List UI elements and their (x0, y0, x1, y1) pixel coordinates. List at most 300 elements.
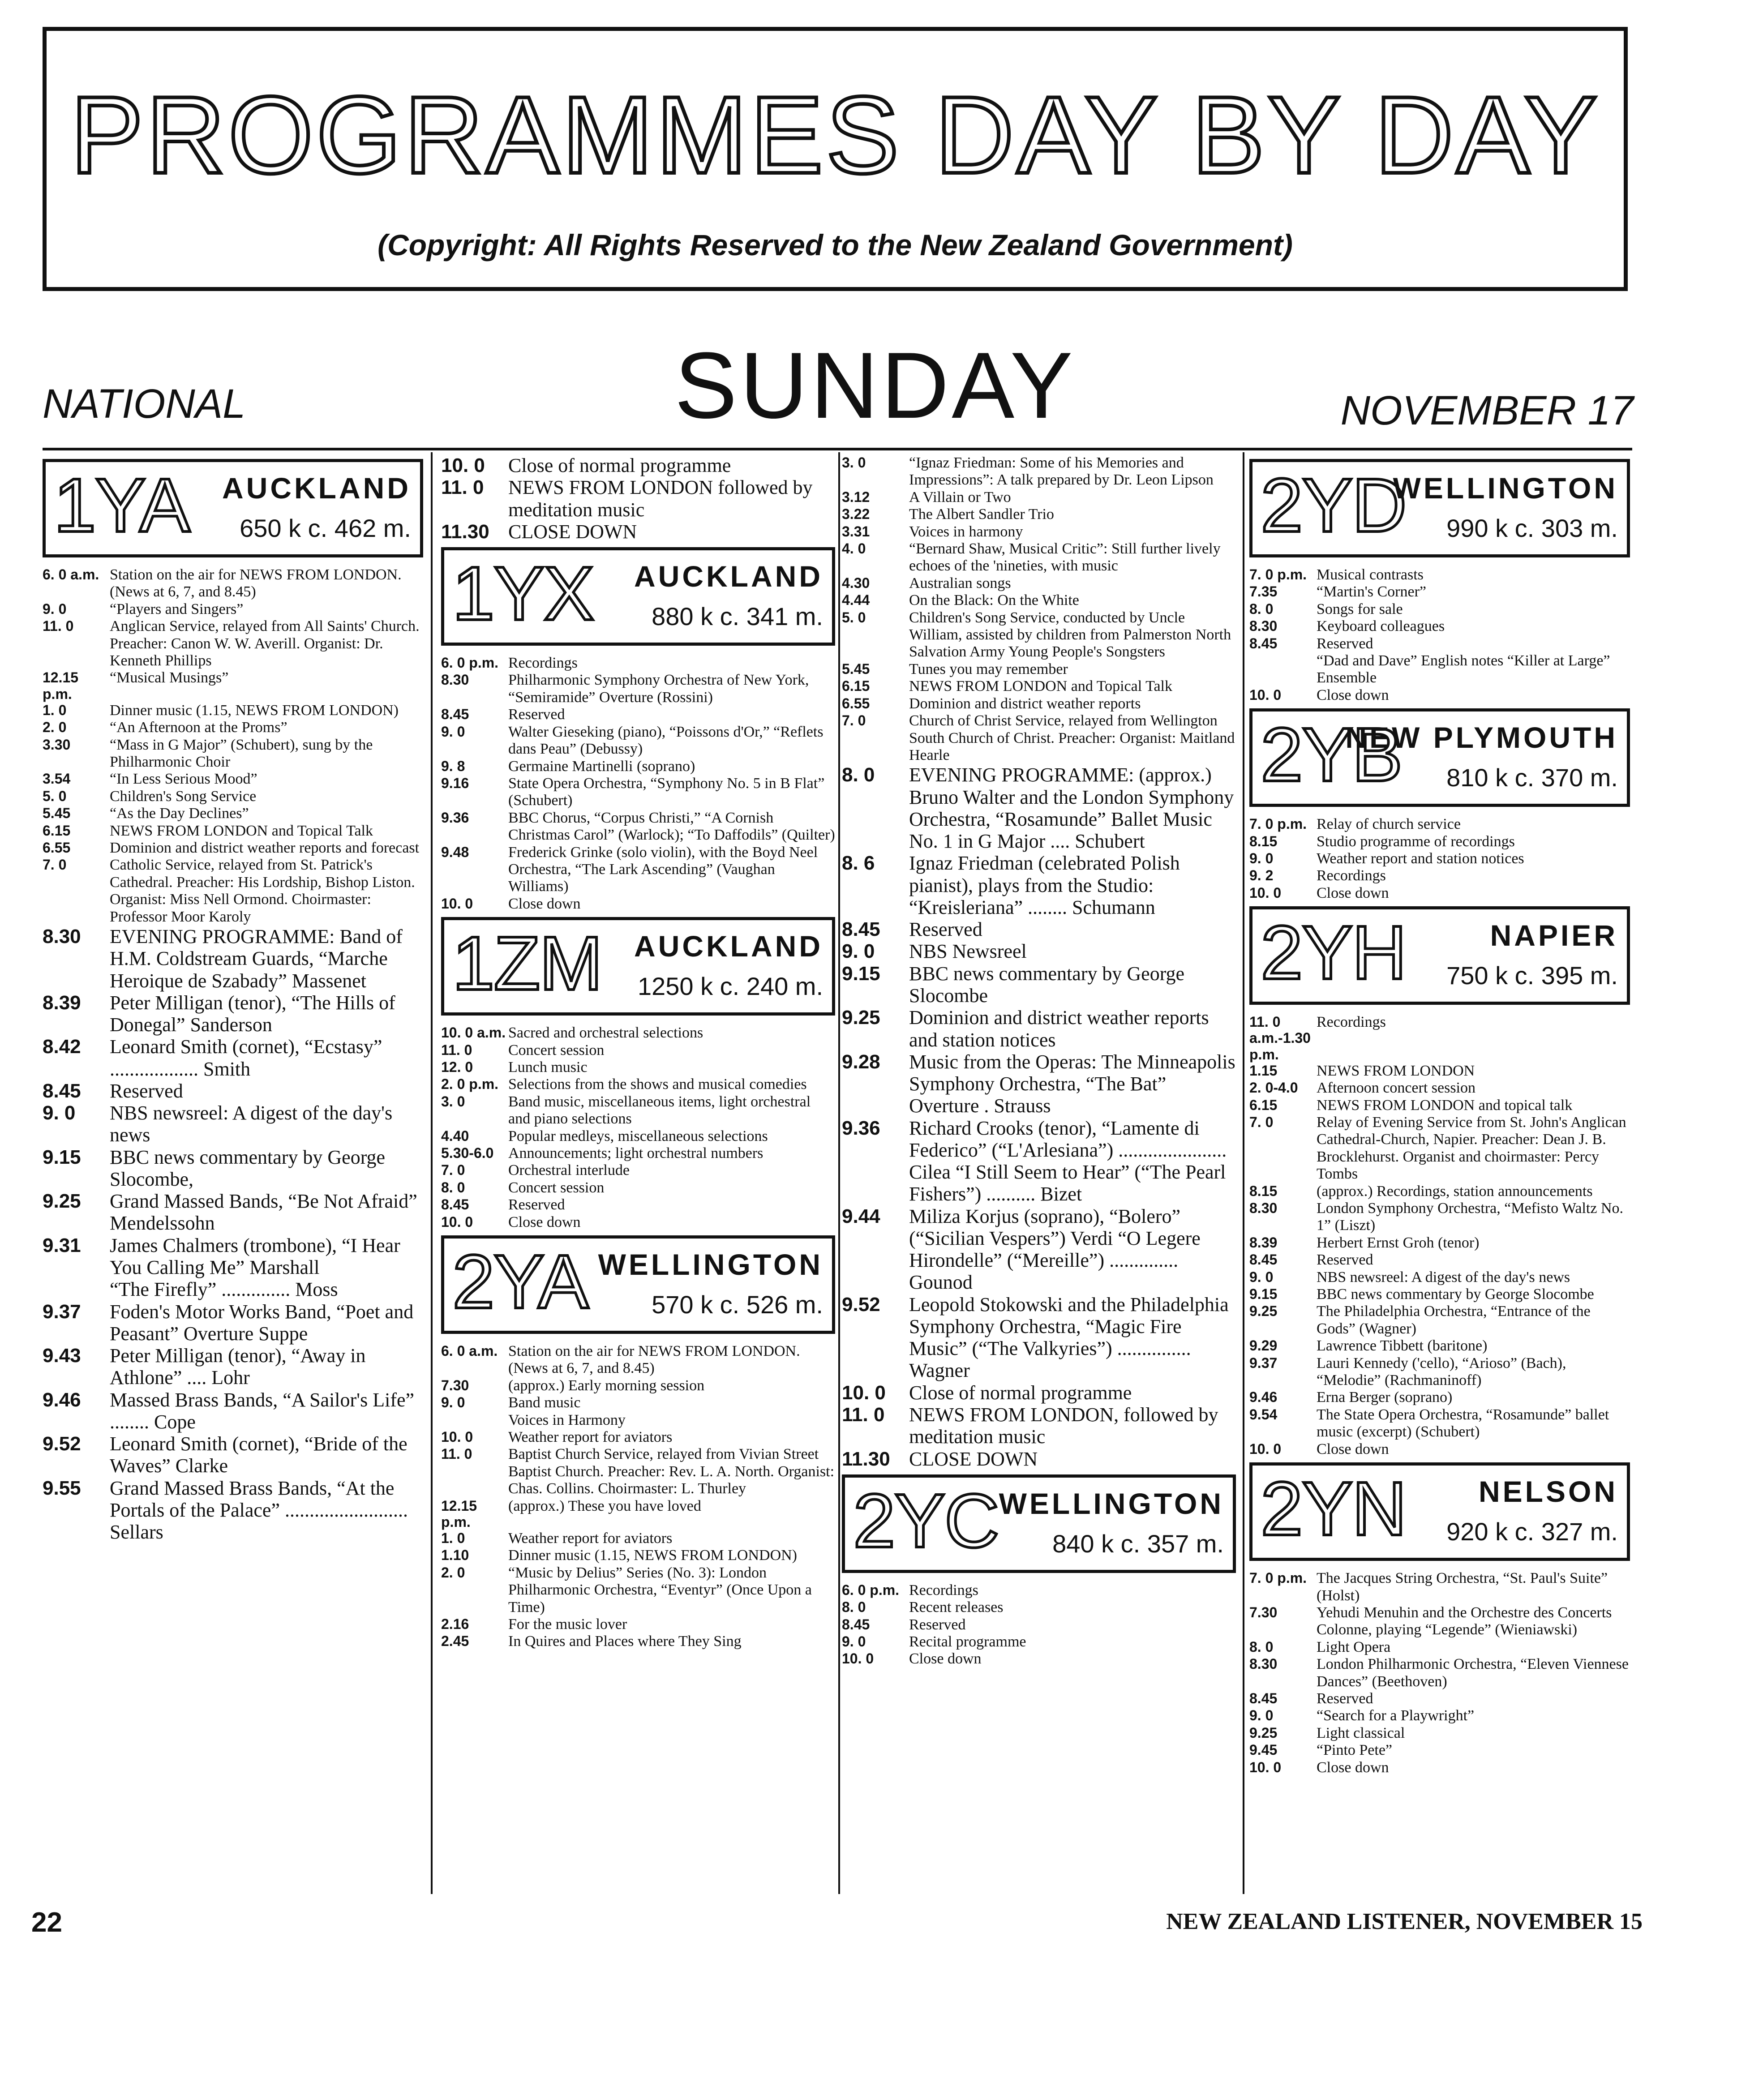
schedule-entry (43, 618, 423, 669)
schedule-list-2yn (1249, 1570, 1630, 1776)
entry-description: NEWS FROM LONDON and Topical Talk (110, 822, 373, 839)
entry-time: 11.30 (441, 520, 489, 543)
station-box-1yx (441, 547, 835, 646)
entry-description: Band music (508, 1394, 581, 1411)
entry-description: Recordings (1317, 1014, 1386, 1031)
entry-time: 12. 0 (441, 1059, 473, 1075)
schedule-entry (43, 1234, 423, 1279)
schedule-entry (1249, 1303, 1630, 1337)
schedule-entry (43, 788, 423, 805)
entry-description: Miliza Korjus (soprano), “Bolero” (“Sicilian Vespers”) Verdi “O Legere Hirondelle” (“Mereille”) .............. Gounod (909, 1205, 1201, 1294)
entry-description: Foden's Motor Works Band, “Poet and Peasant” Overture Suppe (110, 1300, 414, 1345)
schedule-entry (842, 764, 1236, 852)
entry-time: 8.42 (43, 1036, 81, 1058)
schedule-entry (1249, 1441, 1630, 1458)
entry-time: 1.10 (441, 1547, 469, 1564)
schedule-entry (1249, 1269, 1630, 1286)
schedule-entry (441, 1145, 835, 1162)
entry-time: 9. 2 (1249, 867, 1274, 884)
entry-description: Recent releases (909, 1599, 1004, 1616)
entry-description: For the music lover (508, 1616, 627, 1633)
schedule-entry (43, 992, 423, 1036)
schedule-entry (43, 805, 423, 822)
entry-description: Children's Song Service (110, 788, 257, 805)
schedule-entry (441, 521, 835, 543)
entry-time: 9. 0 (441, 723, 465, 740)
entry-description: Station on the air for NEWS FROM LONDON. (News at 6, 7, and 8.45) (508, 1343, 800, 1377)
masthead (43, 27, 1628, 291)
entry-description: BBC news commentary by George Slocombe, (110, 1146, 386, 1190)
entry-description: “Search for a Playwright” (1317, 1707, 1475, 1724)
entry-description: James Chalmers (trombone), “I Hear You Calling Me” Marshall (110, 1234, 400, 1279)
schedule-entry (1249, 1759, 1630, 1776)
entry-time: 9.43 (43, 1345, 81, 1367)
entry-time: 8. 0 (1249, 600, 1274, 617)
schedule-entry (842, 695, 1236, 712)
schedule-entry (43, 857, 423, 926)
entry-description: “Mass in G Major” (Schubert), sung by the Philharmonic Choir (110, 736, 373, 770)
entry-time: 8. 0 (441, 1179, 465, 1196)
entry-description: “Dad and Dave” English notes “Killer at Large” Ensemble (1317, 652, 1610, 686)
entry-time: 12.15 p.m. (43, 669, 79, 702)
entry-time: 8.15 (1249, 1183, 1278, 1199)
column-divider (838, 452, 840, 1894)
schedule-entry (842, 1650, 1236, 1667)
entry-time: 6. 0 p.m. (441, 655, 499, 671)
entry-description: Recordings (508, 655, 578, 672)
entry-description: Massed Brass Bands, “A Sailor's Life” ........ Cope (110, 1389, 415, 1433)
schedule-entry (842, 1051, 1236, 1117)
entry-time (441, 1412, 508, 1429)
entry-time: 9.37 (43, 1300, 81, 1323)
entry-time: 12.15 p.m. (441, 1497, 477, 1530)
schedule-entry (441, 1616, 835, 1633)
entry-time: 3.12 (842, 489, 870, 505)
schedule-entry (43, 1345, 423, 1389)
entry-time: 11. 0 (441, 476, 484, 499)
callsign: 2YC (853, 1478, 999, 1564)
station-box-2yc (842, 1474, 1236, 1573)
schedule-entry (441, 672, 835, 706)
schedule-entry (441, 1179, 835, 1196)
schedule-entry (43, 1433, 423, 1477)
entry-description: (approx.) Early morning session (508, 1377, 705, 1394)
schedule-entry (43, 669, 423, 702)
entry-time: 6.15 (842, 678, 870, 694)
entry-time: 10. 0 (441, 454, 485, 476)
station-frequency: 880 k c. 341 m. (652, 602, 823, 631)
station-box-2yb (1249, 708, 1630, 807)
schedule-entry (1249, 1251, 1630, 1269)
entry-time: 3.30 (43, 736, 71, 753)
entry-time: 2. 0 (441, 1564, 465, 1581)
entry-description: Close down (1317, 686, 1389, 703)
entry-time: 8. 0 (842, 1599, 866, 1616)
callsign: 1YA (54, 463, 189, 548)
entry-description: The Jacques String Orchestra, “St. Paul's Suite” (Holst) (1317, 1570, 1608, 1604)
entry-description: Selections from the shows and musical comedies (508, 1076, 807, 1093)
entry-time: 9.25 (43, 1190, 81, 1213)
schedule-entry (441, 896, 835, 913)
schedule-entry (1249, 867, 1630, 884)
entry-time: 9.44 (842, 1205, 880, 1227)
entry-time: 8.30 (1249, 1656, 1278, 1672)
entry-time: 9.45 (1249, 1742, 1278, 1758)
entry-description: EVENING PROGRAMME: (approx.) Bruno Walter and the London Symphony Orchestra, “Rosamunde” Ballet Music No. 1 in G Major .... Schubert (909, 764, 1234, 853)
schedule-list-1yx (441, 655, 835, 913)
schedule-entry (1249, 1570, 1630, 1604)
entry-description: EVENING PROGRAMME: Band of H.M. Coldstream Guards, “Marche Heroique de Szabady” Massenet (110, 926, 403, 992)
entry-time: 4.40 (441, 1127, 469, 1144)
entry-time: 10. 0 (1249, 1759, 1282, 1775)
entry-description: Close down (508, 1213, 581, 1230)
entry-time: 10. 0 (842, 1650, 874, 1667)
schedule-entry (1249, 1639, 1630, 1656)
entry-time: 9.16 (441, 775, 469, 791)
entry-description: Recordings (1317, 867, 1386, 884)
entry-time: 10. 0 (441, 895, 473, 912)
entry-time: 11.30 (842, 1448, 890, 1470)
schedule-entry (1249, 1014, 1630, 1062)
entry-time: 3. 0 (441, 1093, 465, 1110)
entry-time: 2. 0 (43, 719, 67, 736)
station-city: WELLINGTON (1393, 471, 1618, 505)
schedule-entry (441, 775, 835, 810)
entry-description: “Ignaz Friedman: Some of his Memories and Impressions”: A talk prepared by Dr. Leon Lipson (909, 454, 1214, 489)
schedule-entry (1249, 618, 1630, 635)
entry-time: 9. 8 (441, 758, 465, 774)
station-city: NELSON (1478, 1475, 1618, 1509)
entry-description: The Albert Sandler Trio (909, 506, 1054, 523)
entry-time: 4. 0 (842, 540, 866, 557)
schedule-entry (441, 1633, 835, 1650)
schedule-list-2yb (1249, 816, 1630, 902)
entry-time: 10. 0 (1249, 884, 1282, 901)
entry-description: Voices in Harmony (508, 1411, 626, 1428)
schedule-entry (441, 1196, 835, 1213)
entry-description: Close down (1317, 884, 1389, 901)
schedule-entry (1249, 1725, 1630, 1742)
entry-time: 11. 0 (842, 1404, 885, 1426)
entry-description: Leonard Smith (cornet), “Ecstasy” .................. Smith (110, 1036, 382, 1080)
column-2 (441, 454, 835, 1650)
entry-description: Close down (1317, 1440, 1389, 1457)
entry-description: BBC news commentary by George Slocombe (1317, 1286, 1594, 1303)
schedule-entry (43, 926, 423, 992)
column-1 (43, 454, 423, 1543)
station-city: AUCKLAND (222, 471, 411, 505)
schedule-entry (441, 1343, 835, 1377)
station-frequency: 990 k c. 303 m. (1446, 514, 1618, 542)
entry-time: 7.30 (441, 1377, 469, 1393)
entry-time: 6. 0 a.m. (441, 1343, 498, 1359)
schedule-entry (43, 823, 423, 840)
entry-time: 9. 0 (43, 1102, 76, 1124)
schedule-entry (1249, 1200, 1630, 1234)
entry-description: Songs for sale (1317, 600, 1403, 617)
entry-description: London Philharmonic Orchestra, “Eleven Viennese Dances” (Beethoven) (1317, 1656, 1629, 1690)
callsign: 2YH (1261, 910, 1406, 996)
entry-description: “The Firefly” .............. Moss (110, 1278, 338, 1301)
entry-description: In Quires and Places where They Sing (508, 1633, 742, 1650)
schedule-entry (441, 758, 835, 775)
station-frequency: 840 k c. 357 m. (1052, 1529, 1224, 1558)
station-box-2yn (1249, 1462, 1630, 1561)
schedule-entry (43, 1278, 423, 1300)
entry-time: 10. 0 (441, 1213, 473, 1230)
schedule-entry (842, 661, 1236, 678)
entry-description: BBC news commentary by George Slocombe (909, 962, 1185, 1007)
entry-description: Concert session (508, 1041, 605, 1059)
schedule-entry (842, 1616, 1236, 1633)
entry-time: 5. 0 (43, 788, 67, 804)
entry-time: 3. 0 (842, 454, 866, 471)
schedule-entry (43, 1389, 423, 1433)
schedule-entry (1249, 1286, 1630, 1303)
station-city: NAPIER (1490, 919, 1618, 952)
schedule-entry (842, 454, 1236, 489)
schedule-entry (842, 1404, 1236, 1448)
schedule-entry (43, 1036, 423, 1080)
entry-description: Catholic Service, relayed from St. Patrick's Cathedral. Preacher: His Lordship, Bishop Liston. Organist: Miss Nell Ormond. Choirmaster: Professor Moor Karoly (110, 857, 415, 925)
entry-time: 3.31 (842, 523, 870, 540)
entry-time: 2. 0 p.m. (441, 1076, 499, 1093)
entry-time: 8.30 (1249, 1200, 1278, 1216)
entry-time: 8.45 (441, 1196, 469, 1213)
schedule-entry (842, 540, 1236, 575)
entry-description: Close of normal programme (508, 454, 731, 476)
entry-time: 5.45 (43, 805, 71, 822)
entry-description: Lauri Kennedy ('cello), “Arioso” (Bach), “Melodie” (Rachmaninoff) (1317, 1354, 1566, 1389)
entry-description: Popular medleys, miscellaneous selections (508, 1127, 768, 1144)
copyright-notice: (Copyright: All Rights Reserved to the New Zealand Government) (377, 228, 1293, 261)
evening-list-2ya (842, 764, 1236, 1470)
schedule-entry (1249, 850, 1630, 867)
schedule-entry (441, 1076, 835, 1093)
station-box-2ya (441, 1235, 835, 1334)
entry-description: Dominion and district weather reports (909, 695, 1141, 712)
entry-time: 2.16 (441, 1616, 469, 1633)
schedule-entry (842, 1633, 1236, 1650)
entry-description: Reserved (1317, 1690, 1373, 1707)
entry-description: BBC Chorus, “Corpus Christi,” “A Cornish Christmas Carol” (Warlock); “To Daffodils” (Quilter) (508, 809, 835, 844)
entry-time: 8. 0 (842, 764, 875, 786)
entry-description: Reserved (909, 918, 982, 941)
entry-description: NEWS FROM LONDON and Topical Talk (909, 678, 1172, 695)
schedule-entry (441, 1564, 835, 1616)
entry-description: Announcements; light orchestral numbers (508, 1145, 763, 1161)
entry-description: Musical contrasts (1317, 566, 1424, 583)
entry-time: 9.36 (441, 809, 469, 826)
entry-time: 8. 0 (1249, 1638, 1274, 1655)
callsign: 1ZM (452, 921, 602, 1007)
entry-description: CLOSE DOWN (508, 520, 637, 543)
entry-description: “As the Day Declines” (110, 805, 249, 822)
entry-time: 9.25 (1249, 1724, 1278, 1741)
entry-time (1249, 652, 1317, 687)
entry-description: NBS Newsreel (909, 940, 1027, 963)
entry-time: 9.46 (43, 1389, 81, 1411)
entry-description: Baptist Church Service, relayed from Vivian Street Baptist Church. Preacher: Rev. L. A. North. Organist: Chas. Collins. Choirmaster: L. Thurley (508, 1446, 835, 1497)
entry-description: On the Black: On the White (909, 592, 1079, 609)
entry-time: 10. 0 (842, 1381, 886, 1404)
entry-description: “Pinto Pete” (1317, 1742, 1393, 1759)
station-frequency: 650 k c. 462 m. (240, 514, 411, 542)
entry-time: 9. 0 (1249, 1269, 1274, 1285)
schedule-entry (43, 1102, 423, 1146)
schedule-entry (43, 566, 423, 601)
entry-time: 4.44 (842, 592, 870, 609)
schedule-entry (1249, 687, 1630, 704)
entry-time: 5. 0 (842, 609, 866, 626)
entry-time: 8.30 (1249, 618, 1278, 634)
station-frequency: 570 k c. 526 m. (652, 1290, 823, 1319)
schedule-entry (441, 1547, 835, 1564)
schedule-entry (1249, 635, 1630, 652)
entry-description: Reserved (909, 1616, 966, 1633)
schedule-list-2ya-cont (842, 454, 1236, 764)
entry-time (43, 1278, 110, 1300)
schedule-entry (842, 940, 1236, 962)
entry-description: Reserved (508, 1196, 565, 1213)
entry-description: The Philadelphia Orchestra, “Entrance of the Gods” (Wagner) (1317, 1303, 1591, 1337)
entry-description: Concert session (508, 1179, 605, 1196)
station-box-1zm (441, 917, 835, 1016)
schedule-entry (1249, 1097, 1630, 1114)
entry-time: 8.45 (1249, 1690, 1278, 1706)
entry-time: 3.54 (43, 771, 71, 787)
entry-time: 9.52 (43, 1433, 81, 1455)
station-box-2yd (1249, 459, 1630, 557)
schedule-entry (1249, 1355, 1630, 1389)
entry-time: 7. 0 (842, 712, 866, 729)
entry-description: Erna Berger (soprano) (1317, 1389, 1453, 1406)
entry-description: Music from the Operas: The Minneapolis Symphony Orchestra, “The Bat” Overture . Strauss (909, 1050, 1235, 1117)
entry-time: 8.45 (1249, 635, 1278, 651)
schedule-entry (842, 1599, 1236, 1616)
station-city: WELLINGTON (598, 1248, 823, 1281)
schedule-entry (842, 506, 1236, 523)
entry-description: NEWS FROM LONDON (1317, 1062, 1475, 1079)
entry-time: 10. 0 (1249, 1440, 1282, 1457)
entry-description: Light Opera (1317, 1638, 1391, 1655)
station-city: WELLINGTON (999, 1487, 1224, 1520)
schedule-entry (842, 1205, 1236, 1294)
entry-description: Close down (508, 895, 581, 912)
schedule-entry (1249, 1080, 1630, 1097)
entry-time: 8. 6 (842, 852, 875, 874)
entry-time: 2.45 (441, 1633, 469, 1650)
entry-description: NEWS FROM LONDON followed by meditation music (508, 476, 813, 521)
entry-time: 6.55 (43, 840, 71, 856)
station-city: AUCKLAND (634, 560, 823, 593)
schedule-entry (441, 1429, 835, 1446)
callsign: 2YD (1261, 463, 1406, 548)
schedule-entry (842, 963, 1236, 1007)
schedule-entry (1249, 1234, 1630, 1251)
entry-time: 8.15 (1249, 833, 1278, 849)
column-divider (431, 452, 433, 1894)
entry-description: Herbert Ernst Groh (tenor) (1317, 1234, 1480, 1251)
entry-time: 9.31 (43, 1234, 81, 1256)
entry-time: 9. 0 (441, 1394, 465, 1411)
entry-time: 9.36 (842, 1117, 880, 1139)
entry-time: 9.48 (441, 844, 469, 860)
entry-description: (approx.) Recordings, station announcements (1317, 1183, 1593, 1200)
schedule-entry (441, 655, 835, 672)
entry-time: 9. 0 (43, 600, 67, 617)
station-city: AUCKLAND (634, 930, 823, 963)
masthead-title: PROGRAMMES DAY BY DAY (70, 73, 1600, 196)
entry-time: 3.22 (842, 506, 870, 523)
entry-time: 8.39 (1249, 1234, 1278, 1251)
entry-time: 8.45 (441, 706, 469, 723)
entry-description: “Music by Delius” Series (No. 3): London Philharmonic Orchestra, “Eventyr” (Once Upon a Time) (508, 1564, 812, 1616)
entry-time: 8.45 (842, 1616, 870, 1633)
schedule-entry (1249, 885, 1630, 902)
entry-time: 9.37 (1249, 1354, 1278, 1371)
schedule-entry (441, 1412, 835, 1429)
column-divider (1243, 452, 1244, 1894)
entry-description: Afternoon concert session (1317, 1080, 1476, 1097)
schedule-entry (842, 712, 1236, 764)
schedule-list-1ya (43, 566, 423, 926)
schedule-entry (1249, 1690, 1630, 1707)
schedule-entry (43, 771, 423, 788)
entry-description: Relay of church service (1317, 816, 1461, 833)
schedule-entry (43, 601, 423, 618)
entry-time: 9.52 (842, 1293, 880, 1316)
entry-description: Reserved (1317, 635, 1373, 652)
entry-time: 1. 0 (43, 702, 67, 718)
schedule-entry (441, 476, 835, 521)
schedule-list-2yh (1249, 1014, 1630, 1458)
entry-description: Leopold Stokowski and the Philadelphia Symphony Orchestra, “Magic Fire Music” (“The Valkyries”) ............... Wagner (909, 1293, 1229, 1382)
schedule-entry (842, 1448, 1236, 1470)
schedule-entry (842, 592, 1236, 609)
schedule-entry (43, 1146, 423, 1191)
entry-time: 8.45 (842, 918, 880, 941)
entry-description: Grand Massed Bands, “Be Not Afraid” Mendelssohn (110, 1190, 417, 1234)
station-box-1ya (43, 459, 423, 557)
schedule-entry (842, 523, 1236, 540)
schedule-entry (441, 706, 835, 723)
station-frequency: 920 k c. 327 m. (1446, 1517, 1618, 1546)
entry-description: Anglican Service, relayed from All Saints' Church. Preacher: Canon W. W. Averill. Organist: Dr. Kenneth Phillips (110, 618, 420, 669)
schedule-entry (1249, 816, 1630, 833)
date-label: NOVEMBER 17 (1340, 388, 1634, 433)
entry-description: (approx.) These you have loved (508, 1497, 701, 1514)
entry-description: Light classical (1317, 1724, 1405, 1741)
schedule-entry (441, 810, 835, 844)
entry-time: 9. 0 (842, 1633, 866, 1650)
entry-time: 6.55 (842, 695, 870, 711)
schedule-list-2ya (441, 1343, 835, 1650)
schedule-entry (842, 1582, 1236, 1599)
schedule-entry (842, 1294, 1236, 1382)
entry-description: Dinner music (1.15, NEWS FROM LONDON) (508, 1547, 798, 1564)
entry-time: 7.30 (1249, 1604, 1278, 1620)
entry-description: NBS newsreel: A digest of the day's news (110, 1102, 393, 1146)
entry-time: 7. 0 (441, 1162, 465, 1179)
entry-description: Grand Massed Brass Bands, “At the Portals of the Palace” ......................... Sellars (110, 1477, 408, 1543)
entry-time: 8.45 (1249, 1251, 1278, 1268)
entry-description: Philharmonic Symphony Orchestra of New York, “Semiramide” Overture (Rossini) (508, 672, 809, 706)
schedule-list-2yd (1249, 566, 1630, 704)
callsign: 2YB (1261, 712, 1402, 798)
column-3 (842, 454, 1236, 1668)
schedule-entry (1249, 1707, 1630, 1724)
